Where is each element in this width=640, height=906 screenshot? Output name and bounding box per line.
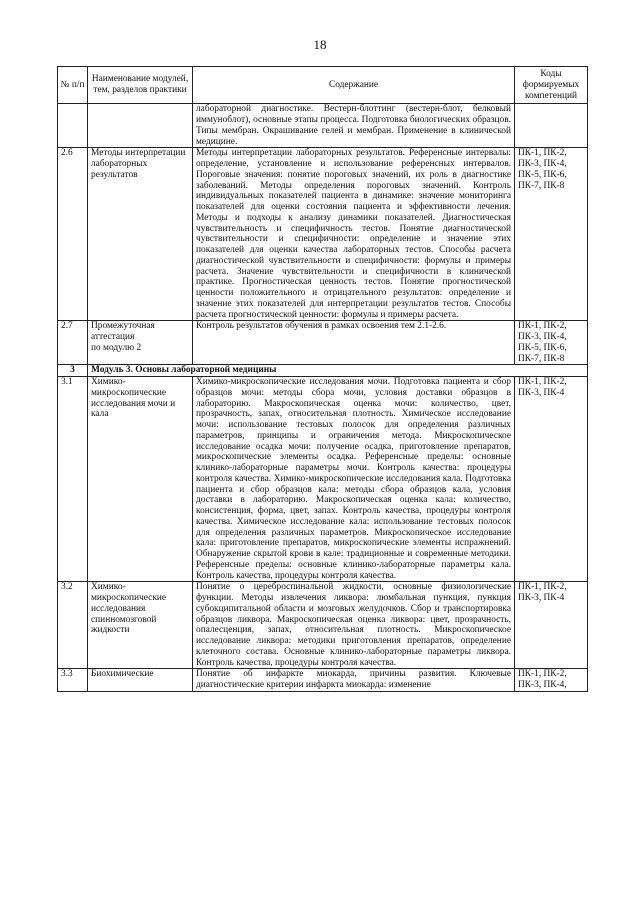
code-line: ПК-3, ПК-4, [518,680,567,690]
cell-content: Понятие об инфаркте миокарда, причины развития. Ключевые диагностические критерии инфаркта миокарда: изменение [193,669,515,692]
cell-content: Понятие о цереброспинальной жидкости, основные физиологические функции. Методы извлечения ликвора: люмбальная пункция, пункция субокципитальной области и мозговых желудочков. Сбор и транспортировка образцов ликвора. Макроскопическая оценка ликвора: цвет, прозрачность, опалесценция, запах, относительная плотность. Микроскопическое исследование ликвора: методики приготовления препаратов, определение клеточного состава. Основные клинико-лабораторные параметры ликвора. Контроль качества, процедуры контроля качества. [193,582,515,669]
cell-name: Химико-микроскопические исследования спинномозговой жидкости [88,582,193,669]
page-number: 18 [313,37,327,52]
cell-content: Химико-микроскопические исследования мочи. Подготовка пациента и сбор образцов мочи: методы сбора мочи, условия доставки образцов в лабораторию. Макроскопическая оценка мочи: количество, цвет, прозрачность, запах, относительная плотность. Химическое исследование мочи: использование тестовых полосок для определения различных параметров, принципы и ограничения метода. Микроскопическое исследование осадка мочи: получение осадка, приготовление препаратов, микроскопические элементы осадка. Референсные пределы: основные клинико-лабораторные параметры мочи. Контроль качества: процедуры контроля качества. Химико-микроскопические исследования кала. Подготовка пациента и сбор образцов кала: методы сбора образцов кала, условия доставки в лабораторию. Макроскопическая оценка кала: количество, консистенция, форма, цвет, запах. Контроль качества, процедуры контроля качества. Химическое исследование кала: использование тестовых полосок для определения различных параметров. Микроскопическое исследование кала: приготовление препаратов, микроскопические элементы испражнений. Обнаружение скрытой крови в кале: традиционные и современные методики. Референсные пределы: основные клинико-лабораторные параметры кала. Контроль качества, процедуры контроля качества. [193,377,515,582]
cell-num [58,104,88,148]
cell-num: 3.3 [58,669,88,692]
code-line: ПК-7, ПК-8 [518,180,565,191]
module-title: Модуль 3. Основы лабораторной медицины [88,365,588,377]
table-row-3-2 [58,582,588,669]
cell-name: Биохимические [88,669,193,692]
code-line: ПК-1, ПК-2, [518,148,567,159]
table-header-row [58,67,588,104]
code-line: ПК-3, ПК-4 [518,593,565,603]
header-content: Содержание [193,67,515,104]
cell-num: 2.6 [58,148,88,321]
module-row-3 [58,365,588,377]
code-line: ПК-3, ПК-4, [518,159,567,169]
cell-codes [515,377,588,582]
table-row-2-7 [58,321,588,365]
cell-name: Методы интерпретации лабораторных результатов [88,148,193,321]
cell-codes [515,148,588,321]
table-row-3-3 [58,669,588,692]
cell-codes [515,582,588,669]
header-name: Наименование модулей, тем, разделов практики [88,67,193,104]
header-num: № п/п [58,67,88,104]
module-num: 3 [58,365,88,377]
cell-name [88,104,193,148]
code-line: ПК-5, ПК-6, [518,342,567,353]
code-line: ПК-3, ПК-4 [518,387,565,398]
cell-num: 2.7 [58,321,88,365]
code-line: ПК-1, ПК-2, [518,377,567,387]
cell-num: 3.2 [58,582,88,669]
cell-codes [515,669,588,692]
header-codes: Коды формируемых компетенций [515,67,588,104]
cell-codes [515,321,588,365]
table-row-3-1 [58,377,588,582]
code-line: ПК-5, ПК-6, [518,169,567,180]
cell-content: Методы интерпретации лабораторных результатов. Референсные интервалы: определение, установление и использование референсных интервалов. Пороговые значения: понятие пороговых значений, их роль в диагностике заболеваний. Методы определения пороговых значений. Контроль индивидуальных показателей пациента в динамике: значение мониторинга показателей для оценки состояния пациента и эффективности лечения. Методы и подходы к анализу динамики показателей. Диагностическая чувствительность и специфичность тестов. Понятие диагностической чувствительности и специфичности: определение и значение этих показателей для оценки качества лабораторных тестов. Способы расчета диагностической чувствительности и специфичности: формулы и примеры расчета. Значение чувствительности и специфичности в клинической практике. Прогностическая ценность тестов. Понятие прогностической ценности положительного и отрицательного результатов: определение и значение этих показателей для интерпретации результатов тестов. Способы расчета прогностической ценности: формулы и примеры расчета. [193,148,515,321]
code-line: ПК-1, ПК-2, [518,321,567,332]
cell-name: Промежуточная аттестация по модулю 2 [88,321,193,365]
code-line: ПК-1, ПК-2, [518,582,567,593]
cell-codes [515,104,588,148]
cell-content: лабораторной диагностике. Вестерн-блоттинг (вестерн-блот, белковый иммуноблот), основные этапы процесса. Подготовка биологических образцов. Типы мембран. Окрашивание гелей и мембран. Применение в клинической медицине. [193,104,515,148]
cell-name: Химико-микроскопические исследования мочи и кала [88,377,193,582]
cell-num: 3.1 [58,377,88,582]
code-line: ПК-3, ПК-4, [518,332,567,342]
table-row-2-6 [58,148,588,321]
table-row-continuation [58,104,588,148]
curriculum-table [57,66,588,692]
code-line: ПК-1, ПК-2, [518,669,567,680]
cell-content: Контроль результатов обучения в рамках освоения тем 2.1-2.6. [193,321,515,365]
code-line: ПК-7, ПК-8 [518,353,565,364]
